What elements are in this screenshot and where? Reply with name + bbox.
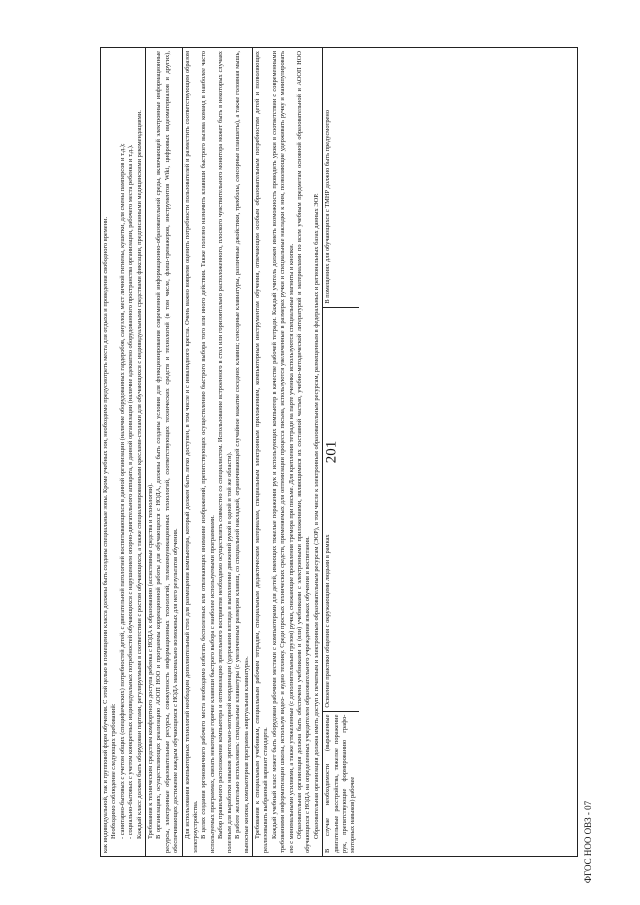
page-number: 201 — [323, 440, 340, 464]
paragraph: В организациях, осуществляющих реализацию АООП НОО и программы коррекционной работы для обучающихся с НОДА, должны быть созданы условия для функционирования современной информационно-образовательной среды, включающей электронные информационные ресурсы, электронные образовательные ресурсы, совокупность информационных технологий, телекоммуникационных технологий, соответствующих технических средств и технологий (в том числе, флеш-тренажеров, инструментов Wiki, цифровых видеоматериалов и других), обеспечивающих достижение каждым обучающимся с НОДА максимально возможных для него результатов обучения. — [155, 51, 180, 853]
document-body — [100, 47, 578, 857]
table-cell: В помещениях для обучающихся с ТМНР должно быть предусмотрено — [324, 110, 332, 304]
paragraph: Образовательная организация должна быть обеспечена учебниками и (или) учебниками с электронными приложениями, являющимися их составной частью, учебно-методической литературой и материалами по всем учебным предметам основной образовательной и АООП НОО обучающихся с НОДА на определенных учредителем образовательного учреждения языках обучения и воспитания. — [295, 51, 312, 853]
paragraph: Образовательная организация должна иметь доступ к печатным и электронным образовательным ресурсам (ЭОР), в том числе к электронным образовательным ресурсам, размещенным в федеральных и региональных базах данных ЭОР. — [312, 193, 320, 839]
paragraph: В целях создания эргономичного рабочего места необходимо избегать бесполезных или отвлекающих внимание изображений, препятствующих осуществлению быстрого выбора того или иного действия. Также полезно назначить клавиши быстрого вызова команд в наиболее часто используемых программах, связать некоторые горячие клавиши быстрого выбора с наиболее используемыми программами. — [200, 51, 216, 853]
section-4 — [253, 48, 323, 856]
section-1 — [101, 48, 146, 856]
footer-code: ФГОС НОО ОВЗ - 07 — [583, 800, 593, 884]
paragraph: Выбор правильного расположения компьютера и оптимизацию зрительного восприятия необходимо осуществлять совместно со специалистом. Использование встроенного в стол или горизонтально расположенного, плоского чувствительного монитора может быть в некоторых случаях полезным для выработки навыков зрительно-моторной координации (удержания взгляда и выполнение движений рукой в одной и той же области). — [217, 51, 233, 853]
paragraph: Для использования компьютерных технологий необходим дополнительный стол для размещения компьютера, который должен быть легко доступен, в том числе и с инвалидного кресла. Очень важно вовремя оценить потребности пользователей и разместить соответствующим образом электроустройства. — [183, 51, 200, 853]
table-row — [323, 48, 359, 856]
paragraph: Каждый учебный класс может быть оборудован рабочими местами с компьютерами для детей, имеющих тяжелые поражения рук и использующих компьютер в качестве рабочей тетради. Каждый учитель должен иметь возможность проводить уроки в соответствии с современными требованиями информатизации школы, используя видео- и аудио технику. Среди простых технических средств, применяемых для оптимизации процесса письма, используются увеличенные в размерах ручки и специальные накладки к ним, позволяющие удерживать ручку и манипулировать ею с минимальными усилиями, а также утяжеленные (с дополнительным грузом) ручки, снижающие проявления тремора при письме. Для крепления тетради на парте ученика используются специальные магниты и кнопки. — [270, 51, 295, 853]
section-2 — [146, 48, 183, 856]
paragraph: как индивидуальной, так и групповой форм обучения. С этой целью в помещении класса должны быть созданы специальные зоны. Кроме учебных зон, необходимо предусмотреть места для отдыха и проведения свободного времени. — [102, 216, 109, 853]
paragraph: Требования к техническим средствам комфортного доступа ребенка с НОДА к образованию (ассистивные средства и технологии). — [147, 483, 155, 839]
table-cell: Освоение практики общения с окружающими людьми в рамках — [323, 307, 359, 711]
table-cell: В случае необходимости (выраженные двигательные расстройства, тяжелое поражение рук, препятствующие формированию графо-моторных навыков) рабочее — [323, 711, 359, 856]
paragraph: Каждый класс должен быть оборудован партами, регулируемыми в соответствии с ростом обучающихся, а также специализированными креслами-столами для обучающихся с индивидуальными средствами фиксации, предписанными медицинскими рекомендациями. — [135, 110, 143, 839]
paragraph: - санитарно-бытовых с учетом общих (специфических) потребностей детей, с двигательной патологией воспитывающихся в данной организации (наличие оборудованных гардеробов, санузлов, мест личной гигиены, кушетки, для смены памперсов и т.д.); — [118, 143, 126, 839]
section-3 — [183, 48, 253, 856]
paragraph: Необходимо соблюдение следующих требований: — [110, 703, 118, 839]
paragraph: Требования к специальным учебникам, специальным рабочим тетрадям, специальным дидактическим материалам, специальным электронным приложениям, компьютерным инструментам обучения, отвечающим особым образовательным потребностям детей и позволяющих реализовывать выбранный вариант стандарта. — [253, 51, 270, 853]
paragraph: - социально-бытовых с учетом конкретных индивидуальных потребностей обучающихся с нарушением опорно-двигательного аппарата, в данной организации (наличие адекватно оборудованного пространства организации, рабочего места ребенка и т.д.). — [127, 144, 135, 839]
paragraph: В работе желательно использовать: специальные клавиатуры (с увеличенным размером клавиш, со специальной накладкой, ограничивающей случайное нажатие соседних клавиш; сенсорные клавиатуры, различные джойстики, трекболы, сенсорные планшеты), а также головная мышь, выносные кнопки, компьютерная программа «виртуальная клавиатура». — [234, 51, 250, 853]
